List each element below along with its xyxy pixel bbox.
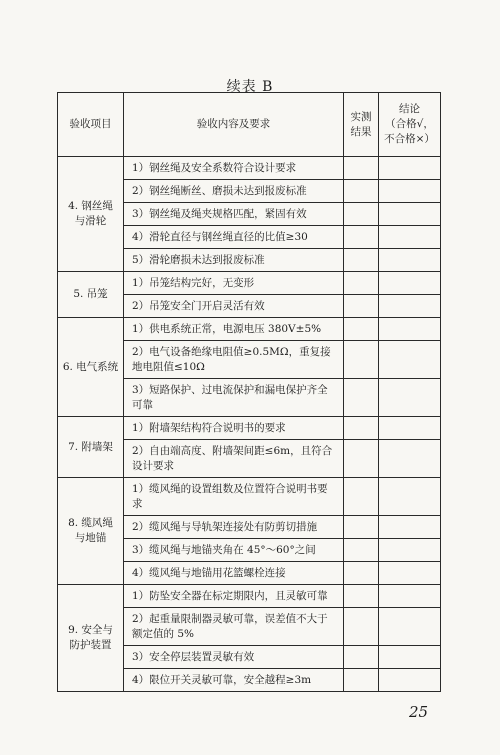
result-cell[interactable] bbox=[344, 203, 379, 226]
requirement-cell: 2）缆风绳与导轨架连接处有防剪切措施 bbox=[124, 516, 344, 539]
item-name-line: 5. 吊笼 bbox=[73, 288, 108, 300]
item-name-line: 4. 钢丝绳 bbox=[68, 200, 113, 212]
result-cell[interactable] bbox=[344, 226, 379, 249]
result-cell[interactable] bbox=[344, 478, 379, 516]
requirement-cell: 2）起重量限制器灵敏可靠，误差值不大于额定值的 5% bbox=[124, 608, 344, 646]
conclusion-cell[interactable] bbox=[379, 180, 441, 203]
result-cell[interactable] bbox=[344, 585, 379, 608]
requirement-cell: 4）滑轮直径与钢丝绳直径的比值≥30 bbox=[124, 226, 344, 249]
conclusion-cell[interactable] bbox=[379, 157, 441, 180]
requirement-cell: 4）限位开关灵敏可靠，安全越程≥3m bbox=[124, 669, 344, 692]
result-cell[interactable] bbox=[344, 440, 379, 478]
result-cell[interactable] bbox=[344, 562, 379, 585]
table-row bbox=[58, 318, 441, 341]
requirement-cell: 1）缆风绳的设置组数及位置符合说明书要求 bbox=[124, 478, 344, 516]
table-row bbox=[58, 157, 441, 180]
table-title: 续表 B bbox=[226, 79, 274, 95]
result-cell[interactable] bbox=[344, 417, 379, 440]
result-cell[interactable] bbox=[344, 646, 379, 669]
result-cell[interactable] bbox=[344, 318, 379, 341]
header-row bbox=[58, 93, 441, 157]
requirement-cell: 1）附墙架结构符合说明书的要求 bbox=[124, 417, 344, 440]
item-name-line: 防护装置 bbox=[69, 639, 112, 651]
header-content: 验收内容及要求 bbox=[124, 93, 344, 157]
conclusion-cell[interactable] bbox=[379, 562, 441, 585]
page-number: 25 bbox=[409, 703, 429, 721]
item-name-line: 与地锚 bbox=[74, 532, 107, 544]
conclusion-cell[interactable] bbox=[379, 341, 441, 379]
conclusion-cell[interactable] bbox=[379, 226, 441, 249]
item-name-line: 9. 安全与 bbox=[68, 624, 113, 636]
item-name-cell bbox=[58, 417, 124, 478]
conclusion-cell[interactable] bbox=[379, 379, 441, 417]
conclusion-cell[interactable] bbox=[379, 539, 441, 562]
header-conclusion-line3: 不合格×） bbox=[384, 133, 435, 145]
conclusion-cell[interactable] bbox=[379, 646, 441, 669]
result-cell[interactable] bbox=[344, 669, 379, 692]
conclusion-cell[interactable] bbox=[379, 478, 441, 516]
item-name-line: 6. 电气系统 bbox=[62, 360, 119, 373]
requirement-cell: 3）短路保护、过电流保护和漏电保护齐全可靠 bbox=[124, 379, 344, 417]
header-result-line1: 实测 bbox=[350, 110, 372, 123]
item-name-cell bbox=[58, 478, 124, 585]
requirement-cell: 5）滑轮磨损未达到报废标准 bbox=[124, 249, 344, 272]
conclusion-cell[interactable] bbox=[379, 669, 441, 692]
result-cell[interactable] bbox=[344, 539, 379, 562]
result-cell[interactable] bbox=[344, 608, 379, 646]
result-cell[interactable] bbox=[344, 341, 379, 379]
result-cell[interactable] bbox=[344, 295, 379, 318]
header-conclusion bbox=[379, 93, 441, 157]
requirement-cell: 2）吊笼安全门开启灵活有效 bbox=[124, 295, 344, 318]
table-row bbox=[58, 585, 441, 608]
result-cell[interactable] bbox=[344, 157, 379, 180]
requirement-cell: 3）钢丝绳及绳夹规格匹配，紧固有效 bbox=[124, 203, 344, 226]
header-result-line2: 结果 bbox=[350, 125, 372, 138]
conclusion-cell[interactable] bbox=[379, 516, 441, 539]
requirement-cell: 2）电气设备绝缘电阻值≥0.5MΩ，重复接地电阻值≤10Ω bbox=[124, 341, 344, 379]
requirement-cell: 1）供电系统正常，电源电压 380V±5% bbox=[124, 318, 344, 341]
acceptance-table bbox=[57, 92, 441, 692]
header-conclusion-line1: 结论 bbox=[399, 103, 420, 115]
table-row bbox=[58, 417, 441, 440]
result-cell[interactable] bbox=[344, 180, 379, 203]
item-name-line: 7. 附墙架 bbox=[68, 440, 113, 453]
table-row bbox=[58, 478, 441, 516]
conclusion-cell[interactable] bbox=[379, 417, 441, 440]
conclusion-cell[interactable] bbox=[379, 203, 441, 226]
requirement-cell: 1）吊笼结构完好，无变形 bbox=[124, 272, 344, 295]
table-row bbox=[58, 272, 441, 295]
conclusion-cell[interactable] bbox=[379, 295, 441, 318]
requirement-cell: 2）自由端高度、附墙架间距≤6m，且符合设计要求 bbox=[124, 440, 344, 478]
item-name-line: 与滑轮 bbox=[74, 215, 107, 227]
requirement-cell: 3）缆风绳与地锚夹角在 45°～60°之间 bbox=[124, 539, 344, 562]
item-name-cell bbox=[58, 272, 124, 318]
table-body bbox=[58, 157, 441, 692]
header-item: 验收项目 bbox=[58, 93, 124, 157]
requirement-cell: 1）防坠安全器在标定期限内，且灵敏可靠 bbox=[124, 585, 344, 608]
conclusion-cell[interactable] bbox=[379, 608, 441, 646]
result-cell[interactable] bbox=[344, 272, 379, 295]
conclusion-cell[interactable] bbox=[379, 272, 441, 295]
header-result bbox=[344, 93, 379, 157]
item-name-cell bbox=[58, 157, 124, 272]
conclusion-cell[interactable] bbox=[379, 440, 441, 478]
requirement-cell: 3）安全停层装置灵敏有效 bbox=[124, 646, 344, 669]
requirement-cell: 1）钢丝绳及安全系数符合设计要求 bbox=[124, 157, 344, 180]
conclusion-cell[interactable] bbox=[379, 249, 441, 272]
requirement-cell: 2）钢丝绳断丝、磨损未达到报废标准 bbox=[124, 180, 344, 203]
item-name-cell bbox=[58, 318, 124, 417]
item-name-cell bbox=[58, 585, 124, 692]
item-name-line: 8. 缆风绳 bbox=[68, 517, 113, 529]
conclusion-cell[interactable] bbox=[379, 585, 441, 608]
result-cell[interactable] bbox=[344, 516, 379, 539]
result-cell[interactable] bbox=[344, 379, 379, 417]
requirement-cell: 4）缆风绳与地锚用花篮螺栓连接 bbox=[124, 562, 344, 585]
header-conclusion-line2: （合格√， bbox=[385, 118, 434, 130]
result-cell[interactable] bbox=[344, 249, 379, 272]
conclusion-cell[interactable] bbox=[379, 318, 441, 341]
